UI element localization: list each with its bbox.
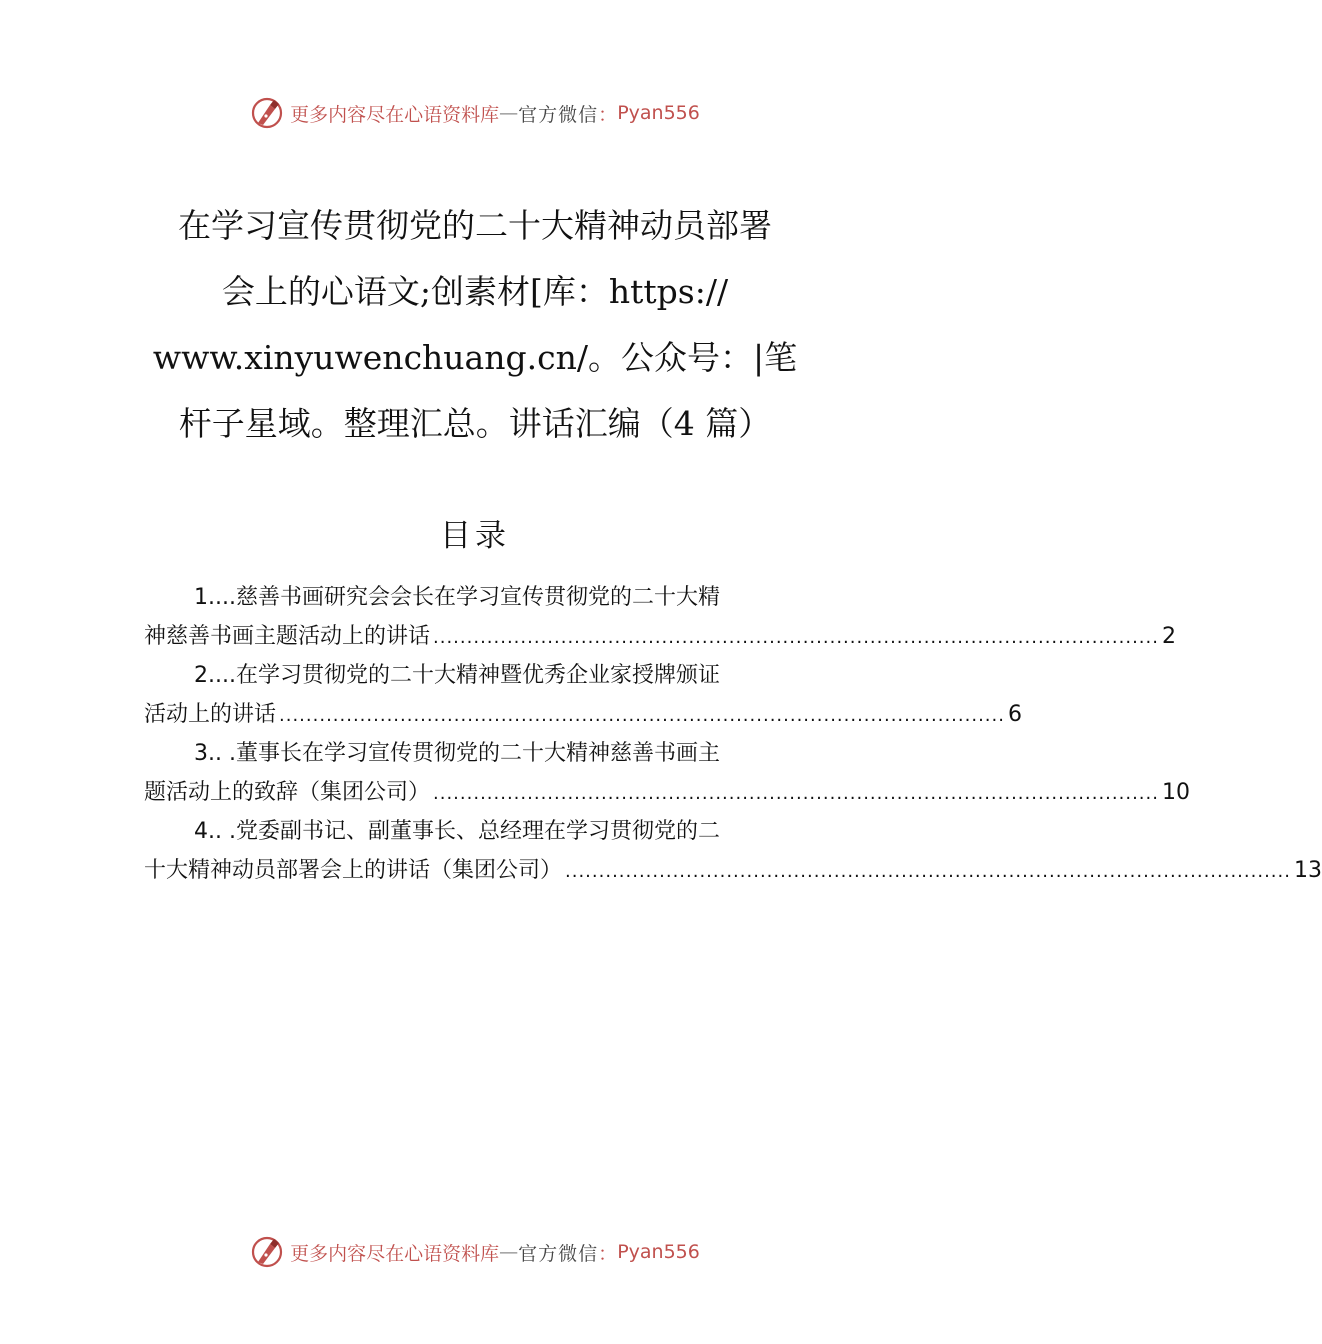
toc-entry[interactable]	[144, 578, 1176, 656]
banner-main-text: 更多内容尽在心语资料库	[290, 1242, 500, 1265]
toc-dot-leader: ............................................................................................................	[565, 861, 1291, 882]
banner-wechat-label: 官方微信	[518, 1242, 599, 1265]
header-banner	[0, 93, 950, 133]
banner-separator: —	[499, 1241, 519, 1263]
banner-colon: ：	[598, 103, 618, 126]
toc-page-number: 13	[1293, 858, 1322, 883]
toc-page-number: 10	[1161, 780, 1190, 805]
pen-nib-icon	[250, 1235, 284, 1269]
toc-page-number: 6	[1007, 702, 1022, 727]
toc-entry-title-continued: 题活动上的致辞（集团公司）	[144, 780, 431, 805]
toc-entry-title: 2....在学习贯彻党的二十大精神暨优秀企业家授牌颁证	[194, 663, 720, 688]
title-line: 会上的心语文;创素材[库：https://	[221, 272, 729, 311]
banner-wechat-id: Pyan556	[617, 102, 700, 124]
toc-entry[interactable]	[144, 734, 1190, 812]
table-of-contents	[144, 578, 1322, 890]
toc-dot-leader: ............................................................................................................	[433, 783, 1159, 804]
toc-dot-leader: ............................................................................................................	[279, 705, 1005, 726]
title-line: www.xinyuwenchuang.cn/。公众号：|笔	[152, 338, 798, 377]
pen-nib-icon	[250, 96, 284, 130]
title-line: 在学习宣传贯彻党的二十大精神动员部署	[178, 206, 772, 245]
toc-entry-title: 3.. .董事长在学习宣传贯彻党的二十大精神慈善书画主	[194, 741, 720, 766]
banner-colon: ：	[598, 1242, 618, 1265]
footer-banner	[0, 1232, 950, 1272]
toc-entry-title: 1....慈善书画研究会会长在学习宣传贯彻党的二十大精	[194, 585, 720, 610]
toc-entry-title-continued: 活动上的讲话	[144, 702, 277, 727]
toc-entry-title-continued: 神慈善书画主题活动上的讲话	[144, 624, 431, 649]
banner-wechat-label: 官方微信	[518, 103, 599, 126]
toc-entry-title: 4.. .党委副书记、副董事长、总经理在学习贯彻党的二	[194, 819, 720, 844]
banner-wechat-id: Pyan556	[617, 1241, 700, 1263]
banner-separator: —	[499, 102, 519, 124]
toc-entry-title-continued: 十大精神动员部署会上的讲话（集团公司）	[144, 858, 563, 883]
banner-main-text: 更多内容尽在心语资料库	[290, 103, 500, 126]
title-line: 杆子星域。整理汇总。讲话汇编（4 篇）	[178, 404, 772, 443]
toc-entry[interactable]	[144, 812, 1322, 890]
toc-page-number: 2	[1161, 624, 1176, 649]
toc-heading: 目录	[440, 518, 510, 554]
document-title	[150, 193, 800, 457]
toc-dot-leader: ............................................................................................................	[433, 627, 1159, 648]
toc-entry[interactable]	[144, 656, 1022, 734]
